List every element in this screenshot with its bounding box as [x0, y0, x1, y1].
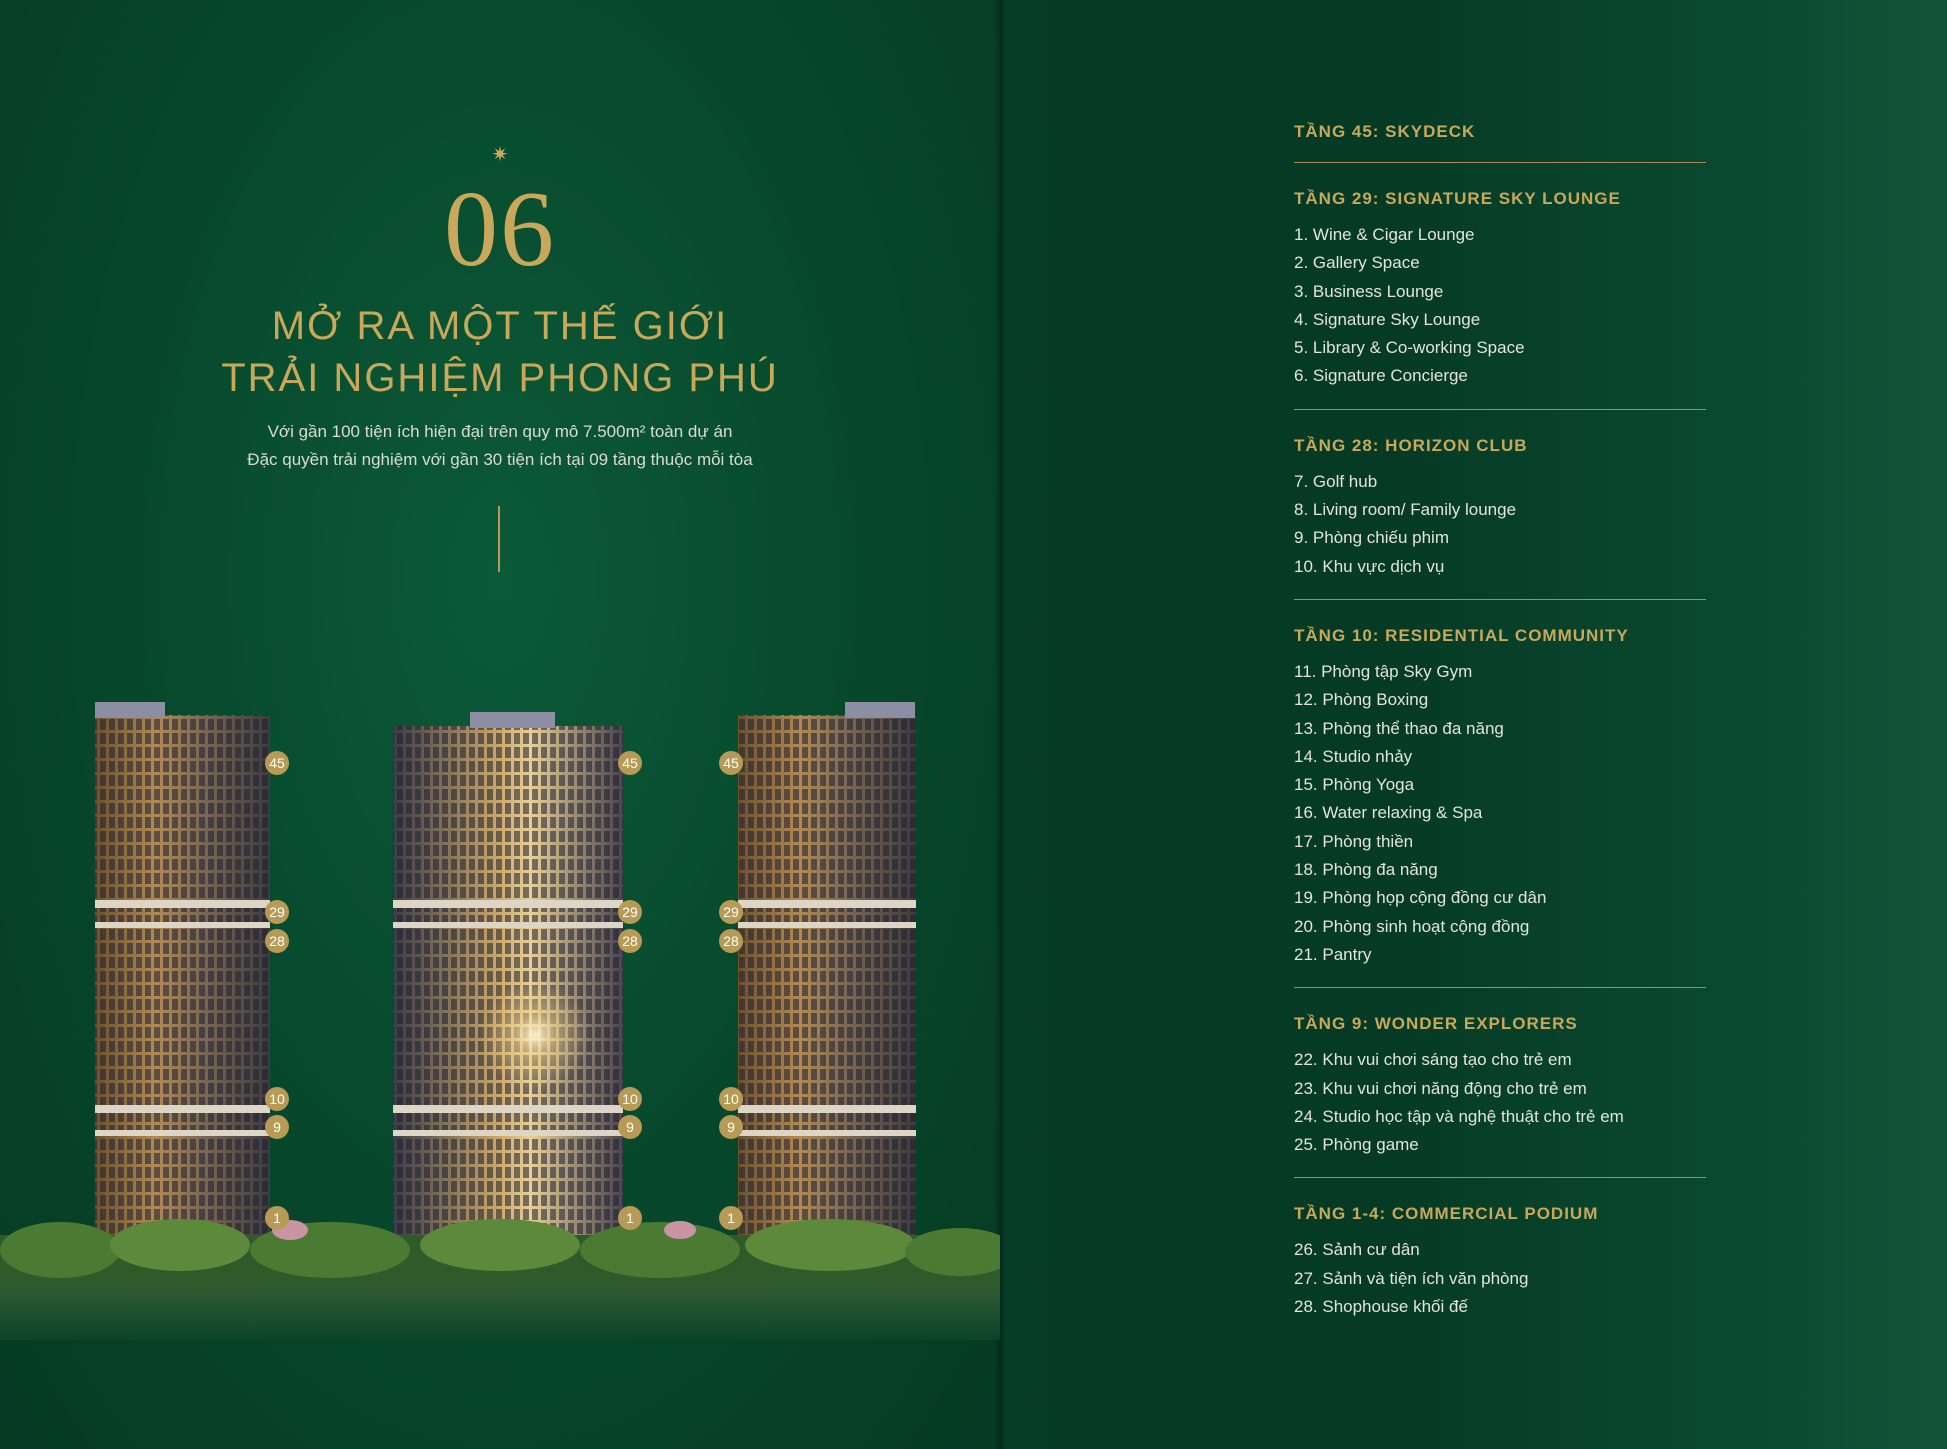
headline-line-2: TRẢI NGHIỆM PHONG PHÚ: [221, 356, 779, 400]
list-item: 1. Wine & Cigar Lounge: [1294, 225, 1475, 244]
list-item: 11. Phòng tập Sky Gym: [1294, 661, 1473, 681]
list-item: 10. Khu vực dịch vụ: [1294, 556, 1445, 576]
list-item: 16. Water relaxing & Spa: [1294, 803, 1483, 823]
floor-badge-28-mid: [618, 929, 642, 953]
star-ornament-icon: ✷: [491, 144, 509, 166]
section-title: TẦNG 29: SIGNATURE SKY LOUNGE: [1294, 189, 1621, 208]
floor-badge-29: [265, 900, 289, 924]
svg-text:10: 10: [622, 1091, 638, 1107]
list-item: 26. Sảnh cư dân: [1294, 1240, 1420, 1260]
section-divider: [1294, 409, 1706, 410]
list-item: 3. Business Lounge: [1294, 281, 1444, 301]
list-item: 22. Khu vui chơi sáng tạo cho trẻ em: [1294, 1050, 1572, 1070]
list-item: 20. Phòng sinh hoạt cộng đồng: [1294, 916, 1530, 936]
subtitle: [160, 418, 840, 474]
svg-text:9: 9: [273, 1119, 281, 1135]
section-title: TẦNG 9: WONDER EXPLORERS: [1294, 1014, 1578, 1034]
floor-badge-29-mid: [618, 900, 642, 924]
floor-badge-45-mid: [618, 751, 642, 775]
list-item: 25. Phòng game: [1294, 1135, 1419, 1155]
svg-text:45: 45: [269, 755, 285, 771]
chapter-number: 06: [444, 170, 556, 289]
svg-text:29: 29: [622, 904, 638, 920]
floor-badge-45-right: [719, 751, 743, 775]
floor-badge-1: [265, 1206, 289, 1230]
headline-line-1: MỞ RA MỘT THẾ GIỚI: [271, 304, 729, 348]
section-divider: [1294, 599, 1706, 600]
park-trees: [0, 1219, 1000, 1295]
floor-badge-10-mid: [618, 1087, 642, 1111]
list-item: 12. Phòng Boxing: [1294, 690, 1429, 710]
section-floor-29: [1294, 187, 1706, 391]
list-item: 5. Library & Co-working Space: [1294, 338, 1525, 358]
headline: [160, 300, 840, 404]
section-floor-1-4: [1294, 1202, 1706, 1321]
svg-text:10: 10: [723, 1091, 739, 1107]
subtitle-line-1: Với gần 100 tiện ích hiện đại trên quy mô 7.500m² toàn dự án: [267, 422, 733, 441]
amenity-list: [1294, 1236, 1706, 1321]
svg-text:45: 45: [723, 755, 739, 771]
tower-middle: [393, 712, 623, 1286]
section-divider: [1294, 1177, 1706, 1178]
list-item: 9. Phòng chiếu phim: [1294, 528, 1449, 548]
vertical-divider: [498, 506, 500, 572]
list-item: 14. Studio nhảy: [1294, 746, 1413, 766]
list-item: 21. Pantry: [1294, 944, 1372, 964]
list-item: 15. Phòng Yoga: [1294, 775, 1415, 795]
svg-text:9: 9: [626, 1119, 634, 1135]
svg-text:28: 28: [723, 933, 739, 949]
floor-badge-29-right: [719, 900, 743, 924]
section-title: TẦNG 1-4: COMMERCIAL PODIUM: [1294, 1204, 1599, 1224]
section-floor-45: [1294, 120, 1706, 144]
svg-text:1: 1: [273, 1210, 281, 1226]
amenity-list: [1294, 658, 1706, 969]
floor-badge-28-right: [719, 929, 743, 953]
list-item: 24. Studio học tập và nghệ thuật cho trẻ em: [1294, 1106, 1624, 1126]
amenity-list: [1294, 221, 1706, 391]
floor-badge-9-mid: [618, 1115, 642, 1139]
section-floor-9: [1294, 1012, 1706, 1159]
section-title: TẦNG 10: RESIDENTIAL COMMUNITY: [1294, 625, 1629, 645]
floor-badge-10-right: [719, 1087, 743, 1111]
list-item: 23. Khu vui chơi năng động cho trẻ em: [1294, 1078, 1587, 1098]
floor-badge-10: [265, 1087, 289, 1111]
section-floor-10: [1294, 624, 1706, 969]
list-item: 17. Phòng thiền: [1294, 831, 1414, 851]
section-title: TẦNG 45: SKYDECK: [1294, 122, 1476, 141]
svg-text:28: 28: [622, 933, 638, 949]
list-item: 2. Gallery Space: [1294, 253, 1420, 273]
floor-badge-28: [265, 929, 289, 953]
list-item: 7. Golf hub: [1294, 471, 1378, 491]
list-item: 8. Living room/ Family lounge: [1294, 500, 1517, 520]
amenity-list: [1294, 468, 1706, 581]
floor-badge-1-mid: [618, 1206, 642, 1230]
amenity-list: [1294, 1046, 1706, 1159]
section-divider: [1294, 987, 1706, 988]
floor-badge-9-right: [719, 1115, 743, 1139]
svg-text:28: 28: [269, 933, 285, 949]
svg-text:45: 45: [622, 755, 638, 771]
floor-badge-9: [265, 1115, 289, 1139]
svg-text:29: 29: [269, 904, 285, 920]
tower-left: [95, 702, 270, 1285]
list-item: 18. Phòng đa năng: [1294, 860, 1438, 880]
list-item: 13. Phòng thể thao đa năng: [1294, 718, 1504, 738]
list-item: 28. Shophouse khối đế: [1294, 1297, 1468, 1317]
floor-badge-1-right: [719, 1206, 743, 1230]
section-floor-28: [1294, 434, 1706, 581]
floor-badge-45: [265, 751, 289, 775]
floor-amenities-list: [1294, 120, 1706, 1321]
svg-text:29: 29: [723, 904, 739, 920]
lake: [0, 1290, 1000, 1340]
list-item: 19. Phòng họp cộng đồng cư dân: [1294, 888, 1547, 908]
list-item: 27. Sảnh và tiện ích văn phòng: [1294, 1268, 1529, 1288]
svg-text:9: 9: [727, 1119, 735, 1135]
svg-text:1: 1: [727, 1210, 735, 1226]
svg-text:10: 10: [269, 1091, 285, 1107]
svg-text:1: 1: [626, 1210, 634, 1226]
section-divider: [1294, 162, 1706, 163]
list-item: 4. Signature Sky Lounge: [1294, 309, 1481, 329]
section-title: TẦNG 28: HORIZON CLUB: [1294, 435, 1528, 455]
subtitle-line-2: Đặc quyền trải nghiệm với gần 30 tiện ích tại 09 tầng thuộc mỗi tòa: [247, 450, 753, 469]
tower-illustration: [0, 690, 1000, 1340]
list-item: 6. Signature Concierge: [1294, 366, 1468, 386]
tower-right: [738, 702, 916, 1285]
